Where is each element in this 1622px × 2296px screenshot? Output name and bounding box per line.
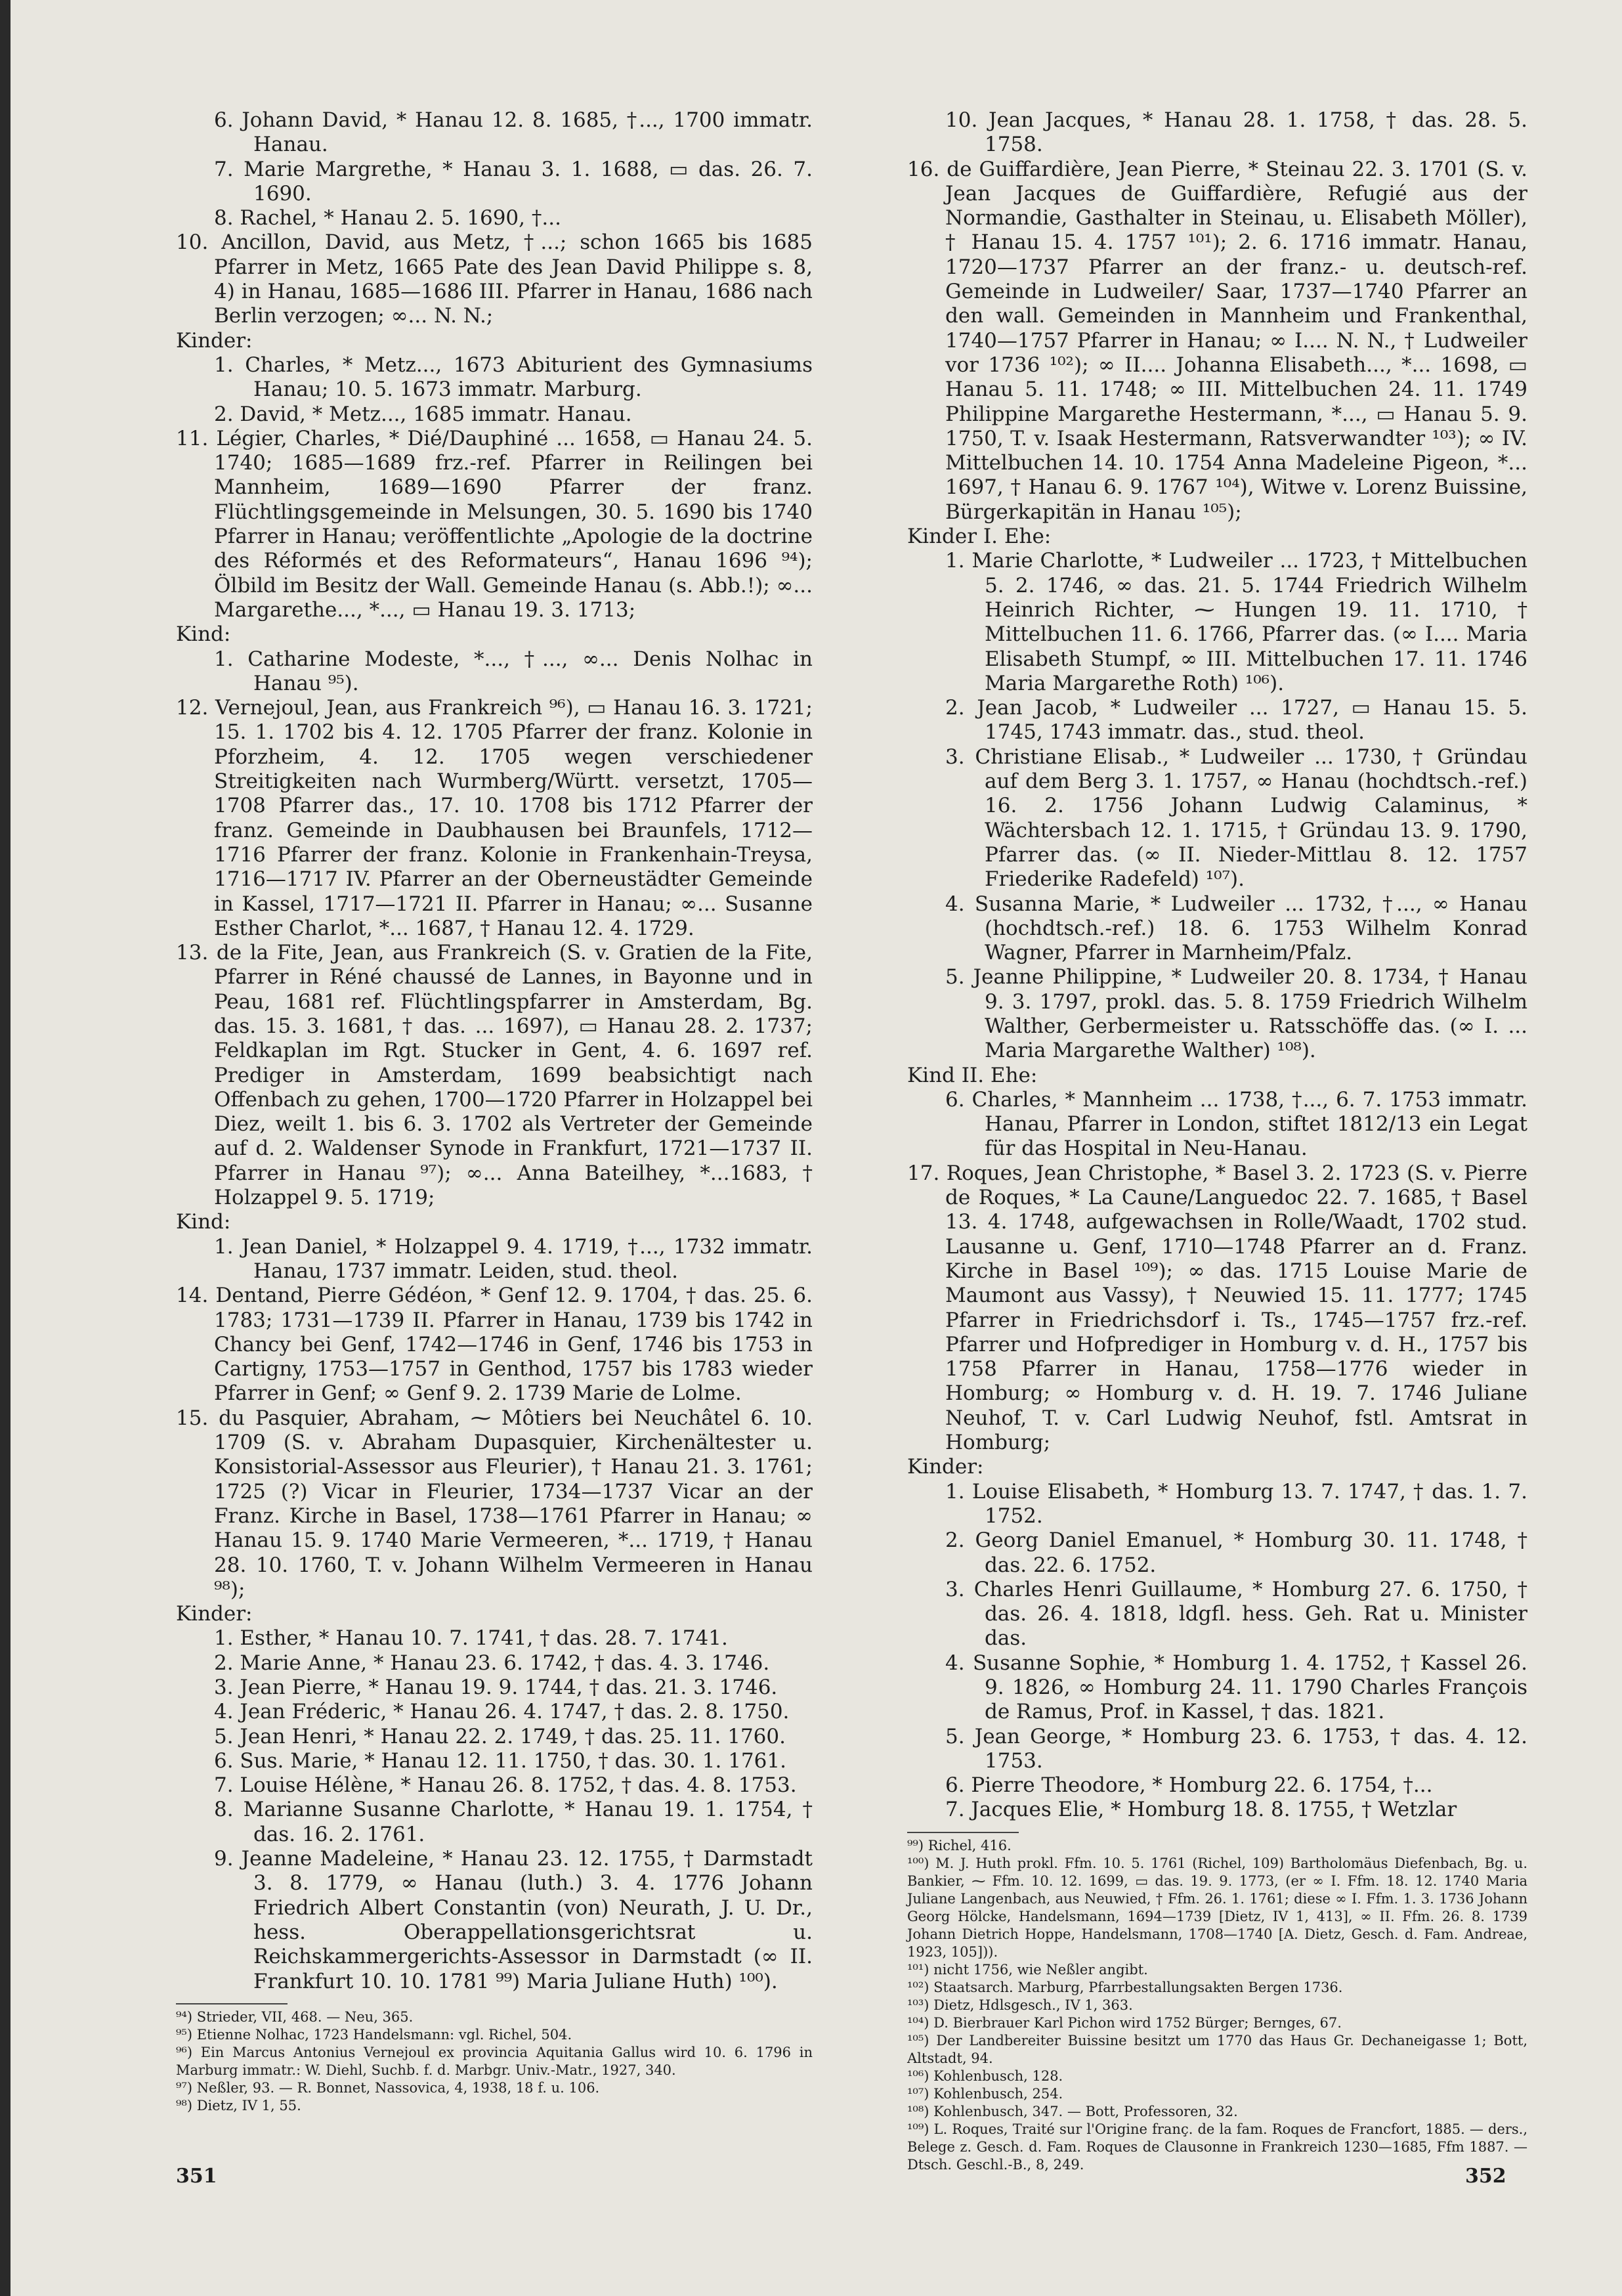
left-entries — [176, 108, 813, 1994]
child-entry: 8. Rachel, * Hanau 2. 5. 1690, †... — [214, 206, 561, 230]
right-footnotes — [907, 1837, 1527, 2174]
footnote: ⁹⁸) Dietz, IV 1, 55. — [176, 2097, 301, 2113]
child-entry: 5. Jean George, * Homburg 23. 6. 1753, † das. 4. 12. 1753. — [945, 1724, 1527, 1773]
child-entry: 6. Sus. Marie, * Hanau 12. 11. 1750, † das. 30. 1. 1761. — [214, 1748, 786, 1773]
child-entry: 2. Georg Daniel Emanuel, * Homburg 30. 11. 1748, † das. 22. 6. 1752. — [945, 1528, 1527, 1577]
child-entry: 1. Catharine Modeste, *..., †..., ∞... Denis Nolhac in Hanau ⁹⁵). — [214, 647, 813, 695]
child-entry: 3. Charles Henri Guillaume, * Homburg 27. 6. 1750, † das. 26. 4. 1818, ldgfl. hess. Geh. Rat u. Minister das. — [945, 1577, 1527, 1651]
footnote-divider — [907, 1832, 1019, 1833]
children-heading: Kinder: — [907, 1455, 984, 1479]
child-entry: 7. Jacques Elie, * Homburg 18. 8. 1755, † Wetzlar — [945, 1798, 1457, 1822]
footnote: ⁹⁵) Etienne Nolhac, 1723 Handelsmann: vgl. Richel, 504. — [176, 2026, 572, 2043]
biography-entry: 15. du Pasquier, Abraham, ⁓ Môtiers bei Neuchâtel 6. 10. 1709 (S. v. Abraham Dupasquier, Kirchenältester u. Konsistorial-Assessor aus Fleurier), † Hanau 21. 3. 1761; 1725 (?) Vicar in Fleurier, 1734—1737 Vicar an der Franz. Kirche in Basel, 1738—1761 Pfarrer in Hanau; ∞ Hanau 15. 9. 1740 Marie Vermeeren, *... 1719, † Hanau 28. 10. 1760, T. v. Johann Wilhelm Vermeeren in Hanau ⁹⁸); — [176, 1406, 813, 1601]
child-entry: 5. Jeanne Philippine, * Ludweiler 20. 8. 1734, † Hanau 9. 3. 1797, prokl. das. 5. 8. 1759 Friedrich Wilhelm Walther, Gerbermeister u. Ratsschöffe das. (∞ I. ... Maria Margarethe Walther) ¹⁰⁸). — [945, 965, 1527, 1063]
footnote: ⁹⁹) Richel, 416. — [907, 1837, 1012, 1853]
children-heading: Kinder: — [176, 328, 253, 353]
biography-entry: 10. Ancillon, David, aus Metz, †...; schon 1665 bis 1685 Pfarrer in Metz, 1665 Pate des Jean David Philippe s. 8, 4) in Hanau, 1685—1686 III. Pfarrer in Hanau, 1686 nach Berlin verzogen; ∞... N. N.; — [176, 230, 813, 328]
footnote: ¹⁰⁴) D. Bierbrauer Karl Pichon wird 1752 Bürger; Bernges, 67. — [907, 2014, 1342, 2031]
child-entry: 1. Jean Daniel, * Holzappel 9. 4. 1719, †..., 1732 immatr. Hanau, 1737 immatr. Leiden, stud. theol. — [214, 1234, 813, 1283]
children-heading: Kinder I. Ehe: — [907, 525, 1052, 549]
child-entry: 10. Jean Jacques, * Hanau 28. 1. 1758, † das. 28. 5. 1758. — [945, 108, 1527, 157]
child-entry: 5. Jean Henri, * Hanau 22. 2. 1749, † das. 25. 11. 1760. — [214, 1724, 786, 1748]
biography-entry: 13. de la Fite, Jean, aus Frankreich (S. v. Gratien de la Fite, Pfarrer in Réné chaussé de Lannes, in Bayonne und in Peau, 1681 ref. Flüchtlingspfarrer in Amsterdam, Bg. das. 15. 3. 1681, † das. ... 1697), ▭ Hanau 28. 2. 1737; Feldkaplan im Rgt. Stucker in Gent, 4. 6. 1697 ref. Prediger in Amsterdam, 1699 beabsichtigt nach Offenbach zu gehen, 1700—1720 Pfarrer in Holzappel bei Diez, weilt 1. bis 6. 3. 1702 als Vertreter der Gemeinde auf d. 2. Waldenser Synode in Frankfurt, 1721—1737 II. Pfarrer in Hanau ⁹⁷); ∞... Anna Bateilhey, *...1683, † Holzappel 9. 5. 1719; — [176, 941, 813, 1210]
child-entry: 7. Marie Margrethe, * Hanau 3. 1. 1688, ▭ das. 26. 7. 1690. — [214, 157, 813, 206]
child-entry: 9. Jeanne Madeleine, * Hanau 23. 12. 1755, † Darmstadt 3. 8. 1779, ∞ Hanau (luth.) 3. 4. 1776 Johann Friedrich Albert Constantin (von) Neurath, J. U. Dr., hess. Oberappellationsgerichtsrat u. Reichskammergerichts-Assessor in Darmstadt (∞ II. Frankfurt 10. 10. 1781 ⁹⁹) Maria Juliane Huth) ¹⁰⁰). — [214, 1847, 813, 1993]
child-entry: 6. Pierre Theodore, * Homburg 22. 6. 1754, †... — [945, 1773, 1433, 1798]
child-entry: 2. David, * Metz..., 1685 immatr. Hanau. — [214, 402, 632, 426]
child-entry: 8. Marianne Susanne Charlotte, * Hanau 19. 1. 1754, † das. 16. 2. 1761. — [214, 1798, 813, 1846]
footnote: ⁹⁶) Ein Marcus Antonius Vernejoul ex provincia Aquitania Gallus wird 10. 6. 1796 in Marburg immatr.: W. Diehl, Suchb. f. d. Marbgr. Univ.-Matr., 1927, 340. — [176, 2044, 813, 2078]
child-entry: 4. Susanne Sophie, * Homburg 1. 4. 1752, † Kassel 26. 9. 1826, ∞ Homburg 24. 11. 1790 Charles François de Ramus, Prof. in Kassel, † das. 1821. — [945, 1651, 1527, 1724]
child-entry: 3. Christiane Elisab., * Ludweiler ... 1730, † Gründau auf dem Berg 3. 1. 1757, ∞ Hanau (hochdtsch.-ref.) 16. 2. 1756 Johann Ludwig Calaminus, * Wächtersbach 12. 1. 1715, † Gründau 13. 9. 1790, Pfarrer das. (∞ II. Nieder-Mittlau 8. 12. 1757 Friederike Radefeld) ¹⁰⁷). — [945, 745, 1527, 892]
biography-entry: 16. de Guiffardière, Jean Pierre, * Steinau 22. 3. 1701 (S. v. Jean Jacques de Guiffardière, Refugié aus der Normandie, Gasthalter in Steinau, u. Elisabeth Möller), † Hanau 15. 4. 1757 ¹⁰¹); 2. 6. 1716 immatr. Hanau, 1720—1737 Pfarrer an der franz.- u. deutsch-ref. Gemeinde in Ludweiler/ Saar, 1737—1740 Pfarrer an den wall. Gemeinden in Mannheim und Frankenthal, 1740—1757 Pfarrer in Hanau; ∞ I.... N. N., † Ludweiler vor 1736 ¹⁰²); ∞ II.... Johanna Elisabeth..., *... 1698, ▭ Hanau 5. 11. 1748; ∞ III. Mittelbuchen 24. 11. 1749 Philippine Margarethe Hestermann, *..., ▭ Hanau 5. 9. 1750, T. v. Isaak Hestermann, Ratsverwandter ¹⁰³); ∞ IV. Mittelbuchen 14. 10. 1754 Anna Madeleine Pigeon, *... 1697, † Hanau 6. 9. 1767 ¹⁰⁴), Witwe v. Lorenz Buissine, Bürgerkapitän in Hanau ¹⁰⁵); — [907, 157, 1527, 524]
child-entry: 4. Susanna Marie, * Ludweiler ... 1732, †..., ∞ Hanau (hochdtsch.-ref.) 18. 6. 1753 Wilhelm Konrad Wagner, Pfarrer in Marnheim/Pfalz. — [945, 892, 1527, 965]
child-entry: 2. Marie Anne, * Hanau 23. 6. 1742, † das. 4. 3. 1746. — [214, 1651, 770, 1675]
footnote: ¹⁰¹) nicht 1756, wie Neßler angibt. — [907, 1961, 1148, 1978]
right-column — [907, 108, 1527, 2174]
children-heading: Kind: — [176, 1210, 231, 1234]
footnote: ¹⁰⁶) Kohlenbusch, 128. — [907, 2068, 1063, 2084]
children-heading: Kind: — [176, 622, 231, 647]
page-number-left: 351 — [176, 2165, 217, 2188]
footnote: ⁹⁷) Neßler, 93. — R. Bonnet, Nassovica, 4, 1938, 18 f. u. 106. — [176, 2079, 600, 2096]
left-footnotes — [176, 2008, 813, 2115]
footnote: ¹⁰⁵) Der Landbereiter Buissine besitzt um 1770 das Haus Gr. Dechaneigasse 1; Bott, Altstadt, 94. — [907, 2032, 1527, 2066]
footnote: ¹⁰⁷) Kohlenbusch, 254. — [907, 2085, 1063, 2102]
footnote: ⁹⁴) Strieder, VII, 468. — Neu, 365. — [176, 2008, 414, 2025]
child-entry: 6. Charles, * Mannheim ... 1738, †..., 6. 7. 1753 immatr. Hanau, Pfarrer in London, stiftet 1812/13 ein Legat für das Hospital in Neu-Hanau. — [945, 1087, 1527, 1161]
child-entry: 7. Louise Hélène, * Hanau 26. 8. 1752, † das. 4. 8. 1753. — [214, 1773, 797, 1798]
biography-entry: 11. Légier, Charles, * Dié/Dauphiné ... 1658, ▭ Hanau 24. 5. 1740; 1685—1689 frz.-ref. Pfarrer in Reilingen bei Mannheim, 1689—1690 Pfarrer der franz. Flüchtlingsgemeinde in Melsungen, 30. 5. 1690 bis 1740 Pfarrer in Hanau; veröffentlichte „Apologie de la doctrine des Réformés et des Reformateurs“, Hanau 1696 ⁹⁴); Ölbild im Besitz der Wall. Gemeinde Hanau (s. Abb.!); ∞... Margarethe..., *..., ▭ Hanau 19. 3. 1713; — [176, 426, 813, 622]
footnote: ¹⁰⁸) Kohlenbusch, 347. — Bott, Professoren, 32. — [907, 2103, 1238, 2119]
right-entries — [907, 108, 1527, 1823]
children-heading: Kind II. Ehe: — [907, 1063, 1038, 1087]
child-entry: 1. Louise Elisabeth, * Homburg 13. 7. 1747, † das. 1. 7. 1752. — [945, 1479, 1527, 1528]
child-entry: 2. Jean Jacob, * Ludweiler ... 1727, ▭ Hanau 15. 5. 1745, 1743 immatr. das., stud. theol. — [945, 696, 1527, 745]
biography-entry: 17. Roques, Jean Christophe, * Basel 3. 2. 1723 (S. v. Pierre de Roques, * La Caune/Languedoc 22. 7. 1685, † Basel 13. 4. 1748, aufgewachsen in Rolle/Waadt, 1702 stud. Lausanne u. Genf, 1710—1748 Pfarrer an d. Franz. Kirche in Basel ¹⁰⁹); ∞ das. 1715 Louise Marie de Maumont aus Vassy), † Neuwied 15. 11. 1777; 1745 Pfarrer in Friedrichsdorf i. Ts., 1745—1757 frz.-ref. Pfarrer und Hofprediger in Homburg v. d. H., 1757 bis 1758 Pfarrer in Hanau, 1758—1776 wieder in Homburg; ∞ Homburg v. d. H. 19. 7. 1746 Juliane Neuhof, T. v. Carl Ludwig Neuhof, fstl. Amtsrat in Homburg; — [907, 1161, 1527, 1455]
footnote: ¹⁰²) Staatsarch. Marburg, Pfarrbestallungsakten Bergen 1736. — [907, 1979, 1343, 1995]
biography-entry: 12. Vernejoul, Jean, aus Frankreich ⁹⁶), ▭ Hanau 16. 3. 1721; 15. 1. 1702 bis 4. 12. 1705 Pfarrer der franz. Kolonie in Pforzheim, 4. 12. 1705 wegen verschiedener Streitigkeiten nach Wurmberg/Württ. versetzt, 1705—1708 Pfarrer das., 17. 10. 1708 bis 1712 Pfarrer der franz. Gemeinde in Daubhausen bei Braunfels, 1712—1716 Pfarrer der franz. Kolonie in Frankenhain-Treysa, 1716—1717 IV. Pfarrer an der Oberneustädter Gemeinde in Kassel, 1717—1721 II. Pfarrer in Hanau; ∞... Susanne Esther Charlot, *... 1687, † Hanau 12. 4. 1729. — [176, 696, 813, 940]
child-entry: 1. Esther, * Hanau 10. 7. 1741, † das. 28. 7. 1741. — [214, 1626, 728, 1651]
footnote: ¹⁰⁰) M. J. Huth prokl. Ffm. 10. 5. 1761 (Richel, 109) Bartholomäus Diefenbach, Bg. u. Bankier, ⁓ Ffm. 10. 12. 1699, ▭ das. 19. 9. 1773, (er ∞ I. Ffm. 18. 12. 1740 Maria Juliane Langenbach, aus Neuwied, † Ffm. 26. 1. 1761; diese ∞ I. Ffm. 1. 3. 1736 Johann Georg Hölcke, Handelsmann, 1694—1739 [Dietz, IV 1, 413], ∞ II. Ffm. 26. 8. 1739 Johann Dietrich Hoppe, Handelsmann, 1708—1740 [A. Dietz, Gesch. d. Fam. Andreae, 1923, 105])). — [907, 1855, 1527, 1960]
scan-edge — [0, 0, 11, 2296]
child-entry: 4. Jean Fréderic, * Hanau 26. 4. 1747, † das. 2. 8. 1750. — [214, 1700, 790, 1724]
footnote: ¹⁰⁹) L. Roques, Traité sur l'Origine franç. de la fam. Roques de Francfort, 1885. — ders., Belege z. Gesch. d. Fam. Roques de Clausonne in Frankreich 1230—1685, Ffm 1887. — Dtsch. Geschl.-B., 8, 249. — [907, 2121, 1527, 2173]
footnote: ¹⁰³) Dietz, Hdlsgesch., IV 1, 363. — [907, 1997, 1133, 2013]
child-entry: 6. Johann David, * Hanau 12. 8. 1685, †..., 1700 immatr. Hanau. — [214, 108, 813, 157]
page-number-right: 352 — [1465, 2165, 1506, 2188]
child-entry: 1. Marie Charlotte, * Ludweiler ... 1723, † Mittelbuchen 5. 2. 1746, ∞ das. 21. 5. 1744 Friedrich Wilhelm Heinrich Richter, ⁓ Hungen 19. 11. 1710, † Mittelbuchen 11. 6. 1766, Pfarrer das. (∞ I.... Maria Elisabeth Stumpf, ∞ III. Mittelbuchen 17. 11. 1746 Maria Margarethe Roth) ¹⁰⁶). — [945, 549, 1527, 695]
child-entry: 3. Jean Pierre, * Hanau 19. 9. 1744, † das. 21. 3. 1746. — [214, 1676, 778, 1699]
footnote-divider — [176, 2003, 288, 2004]
child-entry: 1. Charles, * Metz..., 1673 Abiturient des Gymnasiums Hanau; 10. 5. 1673 immatr. Marburg. — [214, 353, 813, 402]
children-heading: Kinder: — [176, 1602, 253, 1626]
left-column — [176, 108, 813, 2115]
biography-entry: 14. Dentand, Pierre Gédéon, * Genf 12. 9. 1704, † das. 25. 6. 1783; 1731—1739 II. Pfarrer in Hanau, 1739 bis 1742 in Chancy bei Genf, 1742—1746 in Genf, 1746 bis 1753 in Cartigny, 1753—1757 in Genthod, 1757 bis 1783 wieder Pfarrer in Genf; ∞ Genf 9. 2. 1739 Marie de Lolme. — [176, 1284, 813, 1406]
